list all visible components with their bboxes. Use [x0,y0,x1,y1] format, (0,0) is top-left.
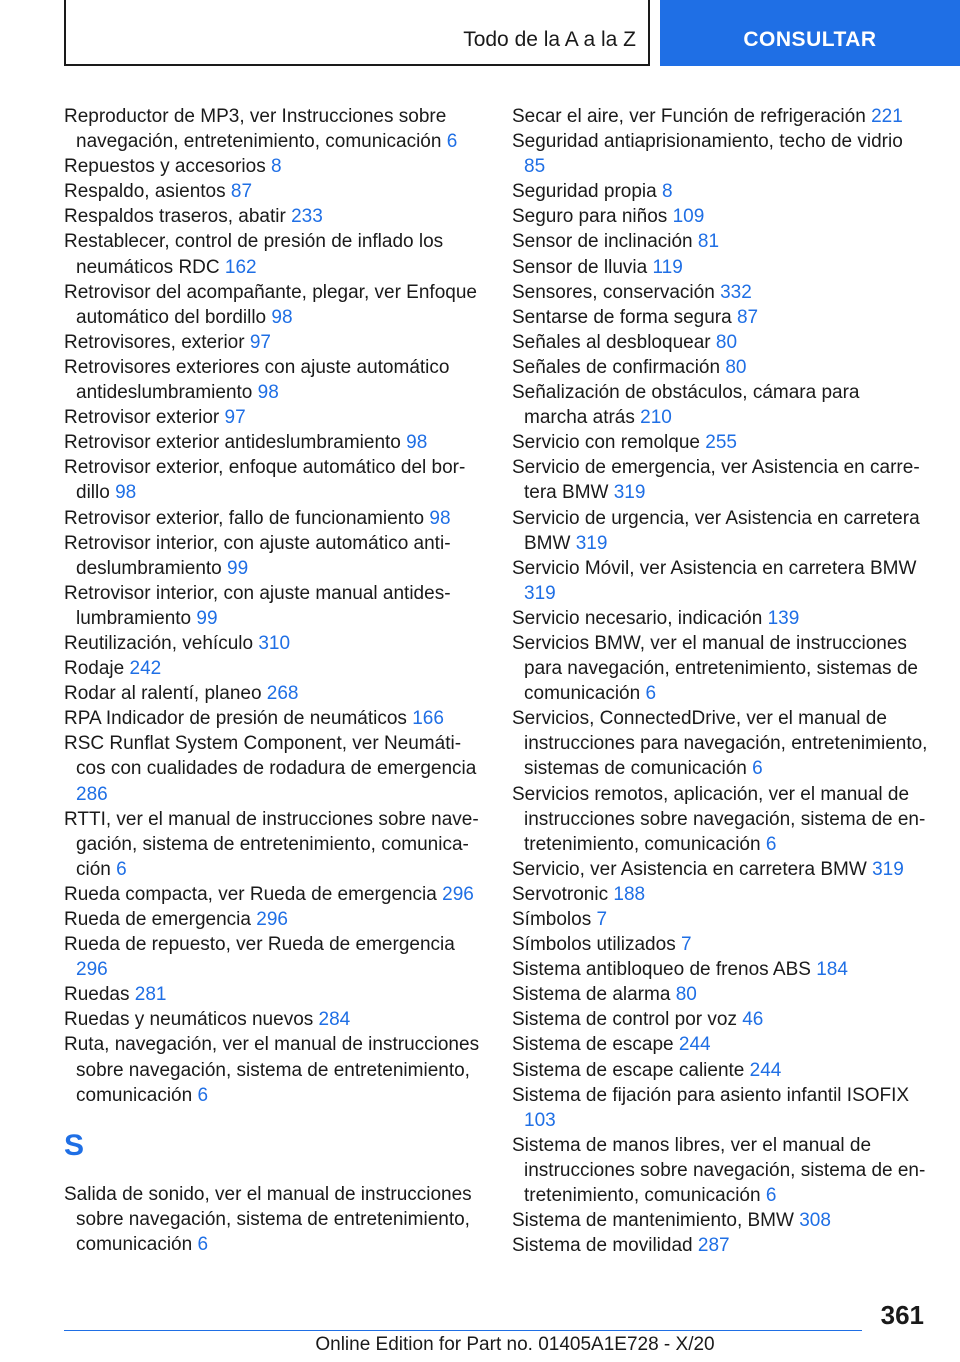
index-entry [512,1083,928,1133]
index-entry-page-link[interactable]: 310 [258,632,291,654]
index-entry-page-link[interactable]: 98 [115,482,137,504]
index-entry-term: Ruedas [64,984,130,1006]
index-entry-term: Ruta, navegación, ver el manual de instrucciones sobre navegación, sistema de entretenimiento, comunicación [64,1034,480,1106]
index-entry-term: Servicio de emergencia, ver Asistencia en carretera BMW [512,457,920,504]
index-entry-term: Servicios remotos, aplicación, ver el manual de instrucciones sobre navegación, sistema de entretenimiento, comunicación [512,783,926,855]
footer-rule [64,1330,862,1331]
index-entry [64,506,480,531]
index-entry [512,556,928,606]
index-entry-term: Retrovisores, exterior [64,331,245,353]
index-entry-page-link[interactable]: 87 [230,181,253,203]
index-entry-page-link[interactable]: 6 [197,1084,209,1106]
index-entry-term: Seguro para niños [512,206,668,228]
index-entry-term: Servicio, ver Asistencia en carretera BMW [512,858,867,880]
index-entry-page-link[interactable]: 97 [224,407,246,429]
index-entry-page-link[interactable]: 268 [266,683,299,705]
index-column-right [512,104,928,1258]
index-entry [512,129,928,179]
index-entry [512,1208,928,1233]
index-entry [64,681,480,706]
index-entry-term: Sistema de mantenimiento, BMW [512,1210,794,1232]
index-entry-page-link[interactable]: 99 [196,607,218,629]
header-tab-divider [648,0,650,66]
index-entry [64,907,480,932]
index-entry-page-link[interactable]: 98 [271,306,293,328]
index-entry [512,430,928,455]
index-entry-page-link[interactable]: 210 [640,407,672,429]
index-entry [64,1007,480,1032]
index-entry [64,807,480,882]
index-entry [512,1058,928,1083]
index-entry-term: Sistema de escape [512,1034,674,1056]
index-entry [512,631,928,706]
index-entry-page-link[interactable]: 221 [871,106,903,127]
index-entry-page-link[interactable]: 287 [697,1235,730,1257]
index-entry-page-link[interactable]: 296 [76,959,108,981]
index-entry-term: Retrovisor exterior, enfoque automático del bordillo [64,457,466,504]
index-entry [64,882,480,907]
index-entry-term: Sensor de lluvia [512,256,648,278]
index-entry-term: Sistema de movilidad [512,1235,693,1257]
index-entry [512,1032,928,1057]
index-entry-term: Rodar al ralentí, planeo [64,683,262,705]
consult-tab[interactable]: CONSULTAR [660,0,960,66]
index-entry-page-link[interactable]: 7 [680,934,692,956]
left-entry-list-after [64,1182,480,1257]
index-entry [512,179,928,204]
index-entry-term: RSC Runflat System Component, ver Neumáticos con cualidades de rodadura de emergencia [64,733,477,780]
index-entry-term: Sensor de inclinación [512,231,693,253]
section-letter: S [64,1128,85,1162]
index-entry [512,280,928,305]
left-entry-list [64,104,480,1108]
index-entry-page-link[interactable]: 244 [678,1034,711,1056]
index-entry-term: Retrovisor interior, con ajuste manual antideslumbramiento [64,582,451,629]
page-number: 361 [880,1300,924,1330]
index-entry-term: Servotronic [512,883,609,905]
index-entry-page-link[interactable]: 6 [446,131,458,153]
index-entry-term: Respaldos traseros, abatir [64,206,286,228]
index-entry [512,455,928,505]
index-entry [64,731,480,806]
index-entry-page-link[interactable]: 80 [725,356,747,378]
index-entry [64,280,480,330]
index-entry-page-link[interactable]: 98 [257,382,279,404]
index-entry [512,782,928,857]
index-entry-term: Señales al desbloquear [512,331,711,353]
index-entry [512,204,928,229]
index-entry-page-link[interactable]: 6 [765,1185,777,1207]
index-entry-term: Servicio Móvil, ver Asistencia en carretera BMW [512,557,917,579]
index-entry [64,179,480,204]
index-entry-term: Restablecer, control de presión de inflado los neumáticos RDC [64,231,444,278]
index-entry-term: Servicio de urgencia, ver Asistencia en carretera BMW [512,507,920,554]
index-entry-page-link[interactable]: 7 [596,909,608,930]
index-entry [512,104,928,129]
index-entry-page-link[interactable]: 296 [256,909,288,930]
index-entry-term: Sensores, conservación [512,281,715,303]
index-entry [64,455,480,505]
index-entry-term: Retrovisor interior, con ajuste automático antideslumbramiento [64,532,451,579]
index-entry-page-link[interactable]: 319 [613,482,646,504]
index-entry [512,330,928,355]
page-header [0,0,960,66]
index-entry [64,531,480,581]
index-entry [64,154,480,179]
index-entry-term: Respaldo, asientos [64,181,226,203]
index-entry-term: Reutilización, vehículo [64,632,254,654]
index-entry-term: Ruedas y neumáticos nuevos [64,1009,314,1031]
index-entry [64,405,480,430]
index-entry-term: Sistema antibloqueo de frenos ABS [512,959,811,981]
header-left-rule [64,0,66,66]
index-entry-term: Retrovisores exteriores con ajuste automático antideslumbramiento [64,356,450,404]
index-entry-page-link[interactable]: 284 [318,1009,351,1031]
index-entry [64,104,480,154]
index-entry-term: Sistema de fijación para asiento infantil ISOFIX [512,1084,910,1106]
index-entry-page-link[interactable]: 286 [76,783,108,805]
index-entry [512,355,928,380]
index-entry-term: Salida de sonido, ver el manual de instrucciones sobre navegación, sistema de entretenimiento, comunicación [64,1183,472,1255]
index-entry-term: Seguridad antiaprisionamiento, techo de vidrio [512,131,903,153]
index-entry-page-link[interactable]: 87 [736,306,759,328]
index-entry-term: Retrovisor exterior, fallo de funcionamiento [64,507,425,529]
right-entry-list [512,104,928,1258]
index-entry [64,204,480,229]
index-entry-term: Símbolos utilizados [512,934,676,956]
index-entry [512,1133,928,1208]
index-entry-term: Reproductor de MP3, ver Instrucciones sobre navegación, entretenimiento, comunicación [64,106,447,153]
index-entry-page-link[interactable]: 319 [872,858,904,880]
index-entry-page-link[interactable]: 233 [291,206,323,228]
index-entry-term: Seguridad propia [512,181,657,203]
index-entry-page-link[interactable]: 6 [752,758,763,780]
index-entry [64,330,480,355]
index-entry-term: Rodaje [64,658,125,680]
index-entry-page-link[interactable]: 81 [697,231,720,253]
index-entry [64,1032,480,1107]
index-entry [512,305,928,330]
index-entry [512,982,928,1007]
index-entry-page-link[interactable]: 332 [720,281,752,303]
index-entry-page-link[interactable]: 8 [662,181,673,203]
header-bottom-rule [64,64,650,66]
index-entry-page-link[interactable]: 103 [524,1109,556,1131]
index-entry-term: Símbolos [512,909,592,930]
index-entry-page-link[interactable]: 244 [749,1059,782,1081]
index-entry [512,1007,928,1032]
index-entry-page-link[interactable]: 308 [799,1210,831,1232]
index-entry-term: Retrovisor exterior antideslumbramiento [64,432,401,454]
index-entry [512,1233,928,1258]
index-entry-term: Rueda de repuesto, ver Rueda de emergencia [64,934,455,956]
index-entry-page-link[interactable]: 242 [129,658,162,680]
index-entry-term: Sistema de escape caliente [512,1059,745,1081]
index-entry-page-link[interactable]: 98 [406,432,428,454]
index-entry-page-link[interactable]: 296 [442,883,474,905]
index-entry [512,229,928,254]
index-entry-term: Servicio con remolque [512,432,700,454]
index-entry-term: Rueda compacta, ver Rueda de emergencia [64,883,437,905]
index-entry [64,430,480,455]
index-entry-term: Servicio necesario, indicación [512,607,763,629]
index-entry-page-link[interactable]: 184 [816,959,848,981]
index-entry-page-link[interactable]: 119 [652,256,683,278]
index-entry-term: RTTI, ver el manual de instrucciones sobre navegación, sistema de entretenimiento, comunicación [64,808,479,880]
index-entry [512,506,928,556]
index-entry [512,255,928,280]
index-entry-page-link[interactable]: 319 [524,582,556,604]
index-entry-page-link[interactable]: 80 [675,984,697,1006]
index-entry [64,656,480,681]
index-entry [64,706,480,731]
index-entry-page-link[interactable]: 6 [765,833,777,855]
index-column-left [64,104,480,1257]
index-entry-page-link[interactable]: 162 [224,256,257,278]
index-entry [64,229,480,279]
index-entry-page-link[interactable]: 255 [705,432,737,454]
index-entry [64,982,480,1007]
index-entry-page-link[interactable]: 6 [645,683,657,705]
index-entry-page-link[interactable]: 109 [672,206,705,228]
index-entry [64,631,480,656]
section-tab[interactable]: Todo de la A a la Z [463,28,636,51]
index-entry-term: Sistema de manos libres, ver el manual de instrucciones sobre navegación, sistema de entretenimiento, comunicación [512,1134,926,1207]
index-entry-term: Servicios BMW, ver el manual de instrucciones para navegación, entretenimiento, sistemas de comunicación [512,632,918,705]
index-entry-page-link[interactable]: 46 [742,1009,764,1031]
index-entry-page-link[interactable]: 139 [767,607,800,629]
index-entry [512,857,928,882]
index-entry-term: Sistema de alarma [512,984,671,1006]
index-entry-term: Repuestos y accesorios [64,156,266,178]
index-entry-term: Secar el aire, ver Función de refrigeración [512,106,866,127]
index-entry-term: Retrovisor exterior [64,407,220,429]
index-entry [512,706,928,781]
index-entry-page-link[interactable]: 85 [524,156,546,178]
index-entry-term: Señales de confirmación [512,356,721,378]
index-entry [64,932,480,982]
footer-edition-text: Online Edition for Part no. 01405A1E728 - X/20 [315,1334,715,1355]
index-entry-term: Sentarse de forma segura [512,306,732,328]
index-entry [64,355,480,405]
index-entry [64,1182,480,1257]
index-entry-term: Servicios, ConnectedDrive, ver el manual de instrucciones para navegación, entretenimiento, sistemas de comunicación [512,708,928,780]
index-entry-page-link[interactable]: 80 [715,331,738,353]
index-entry-page-link[interactable]: 97 [249,331,271,353]
index-entry-term: Sistema de control por voz [512,1009,737,1031]
index-entry-page-link[interactable]: 166 [412,708,444,730]
index-entry-term: Retrovisor del acompañante, plegar, ver Enfoque automático del bordillo [64,281,477,328]
index-entry [512,380,928,430]
index-entry-term: RPA Indicador de presión de neumáticos [64,708,407,730]
index-entry [512,882,928,907]
index-entry-page-link[interactable]: 281 [134,984,167,1006]
index-entry-page-link[interactable]: 188 [613,883,646,905]
index-entry [512,957,928,982]
index-entry-page-link[interactable]: 8 [271,156,282,178]
index-entry [512,932,928,957]
index-entry-term: Señalización de obstáculos, cámara para marcha atrás [512,382,860,429]
index-entry [512,907,928,932]
index-entry-page-link[interactable]: 99 [227,557,249,579]
index-entry-term: Rueda de emergencia [64,909,251,930]
index-entry-page-link[interactable]: 6 [197,1233,209,1255]
index-entry [512,606,928,631]
index-entry-page-link[interactable]: 6 [116,858,127,880]
index-entry-page-link[interactable]: 98 [429,507,451,529]
index-entry [64,581,480,631]
index-entry-page-link[interactable]: 319 [575,532,608,554]
